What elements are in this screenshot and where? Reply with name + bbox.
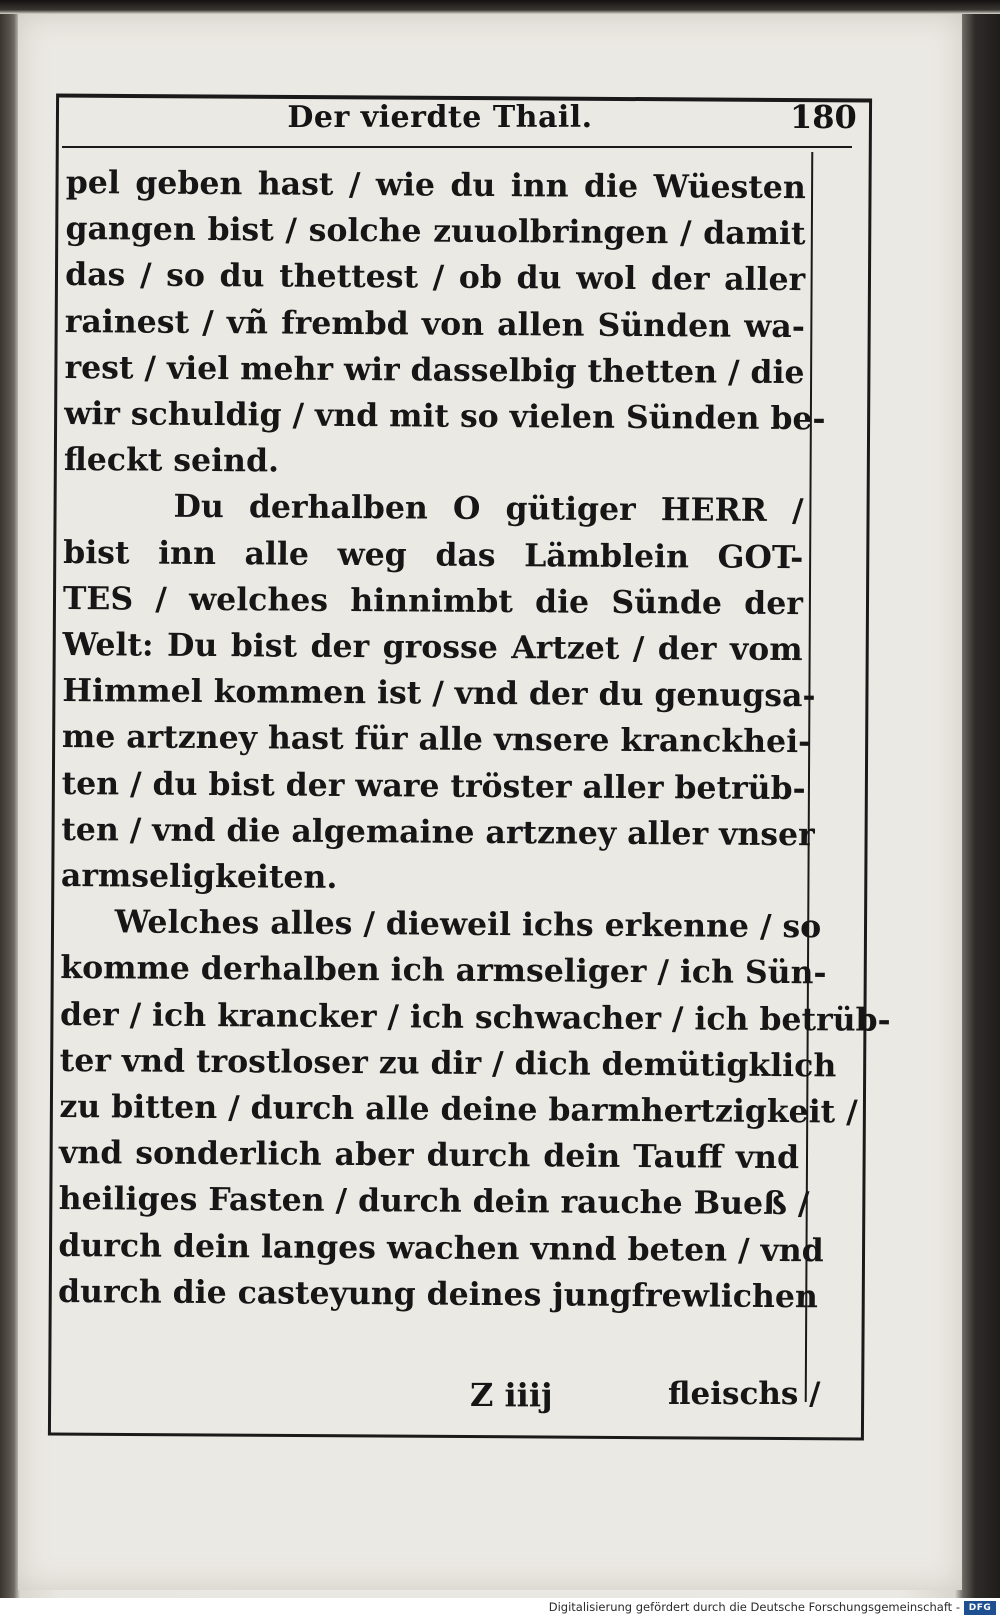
text-line: Du derhalben O gütiger HERR /	[173, 488, 804, 530]
text-line: Himmel kommen ist / vnd der du genugsa-	[62, 672, 816, 715]
text-line: zu bitten / durch alle deine barmhertzigkeit /	[59, 1088, 858, 1131]
text-line: ten / vnd die algemaine artzney aller vnser	[61, 810, 815, 854]
digitization-credit: Digitalisierung gefördert durch die Deutsche Forschungsgemeinschaft -	[548, 1600, 960, 1614]
text-line: heiliges Fasten / durch dein rauche Bueß /	[58, 1180, 810, 1223]
text-line: rest / viel mehr wir dasselbig thetten / die	[64, 348, 805, 391]
text-line: gangen bist / solche zuuolbringen / damit	[65, 210, 806, 253]
header-rule	[62, 146, 852, 148]
dfg-logo: DFG	[964, 1601, 996, 1615]
text-line: Welches alles / dieweil ichs erkenne / so	[114, 903, 822, 946]
text-line: Welt: Du bist der grosse Artzet / der vom	[62, 626, 803, 669]
text-line: vnd sonderlich aber durch dein Tauff vnd	[58, 1134, 800, 1177]
text-line: komme derhalben ich armseliger / ich Sün-	[60, 949, 827, 992]
text-line: me artzney hast für alle vnsere kranckhei-	[61, 718, 812, 761]
text-line: durch die casteyung deines jungfrewlichen	[57, 1272, 818, 1316]
text-line: rainest / vñ frembd von allen Sünden wa-	[64, 302, 805, 345]
text-line: pel geben hast / wie du inn die Wüesten	[65, 163, 806, 207]
text-line: durch dein langes wachen vnnd beten / vnd	[58, 1226, 824, 1269]
catchword: fleischs /	[668, 1376, 821, 1412]
text-line: bist inn alle weg das Lämblein GOT-	[63, 533, 804, 576]
text-line: armseligkeiten.	[60, 857, 338, 896]
text-line: das / so du thettest / ob du wol der aller	[65, 256, 806, 299]
text-line: fleckt seind.	[63, 441, 280, 480]
signature-mark: Z iiij	[470, 1376, 553, 1414]
body-text	[57, 160, 891, 1320]
text-line: ten / du bist der ware tröster aller betrüb-	[61, 764, 806, 807]
text-line: ter vnd trostloser zu dir / dich demütigklich	[59, 1041, 837, 1085]
text-line: wir schuldig / vnd mit so vielen Sünden be-	[64, 395, 826, 438]
text-line: der / ich krancker / ich schwacher / ich betrüb-	[59, 995, 891, 1039]
text-line: TES / welches hinnimbt die Sünde der	[62, 579, 804, 622]
running-title: Der vierdte Thail.	[287, 100, 593, 135]
page-number: 180	[790, 98, 857, 136]
book-top-edge	[0, 0, 1000, 14]
